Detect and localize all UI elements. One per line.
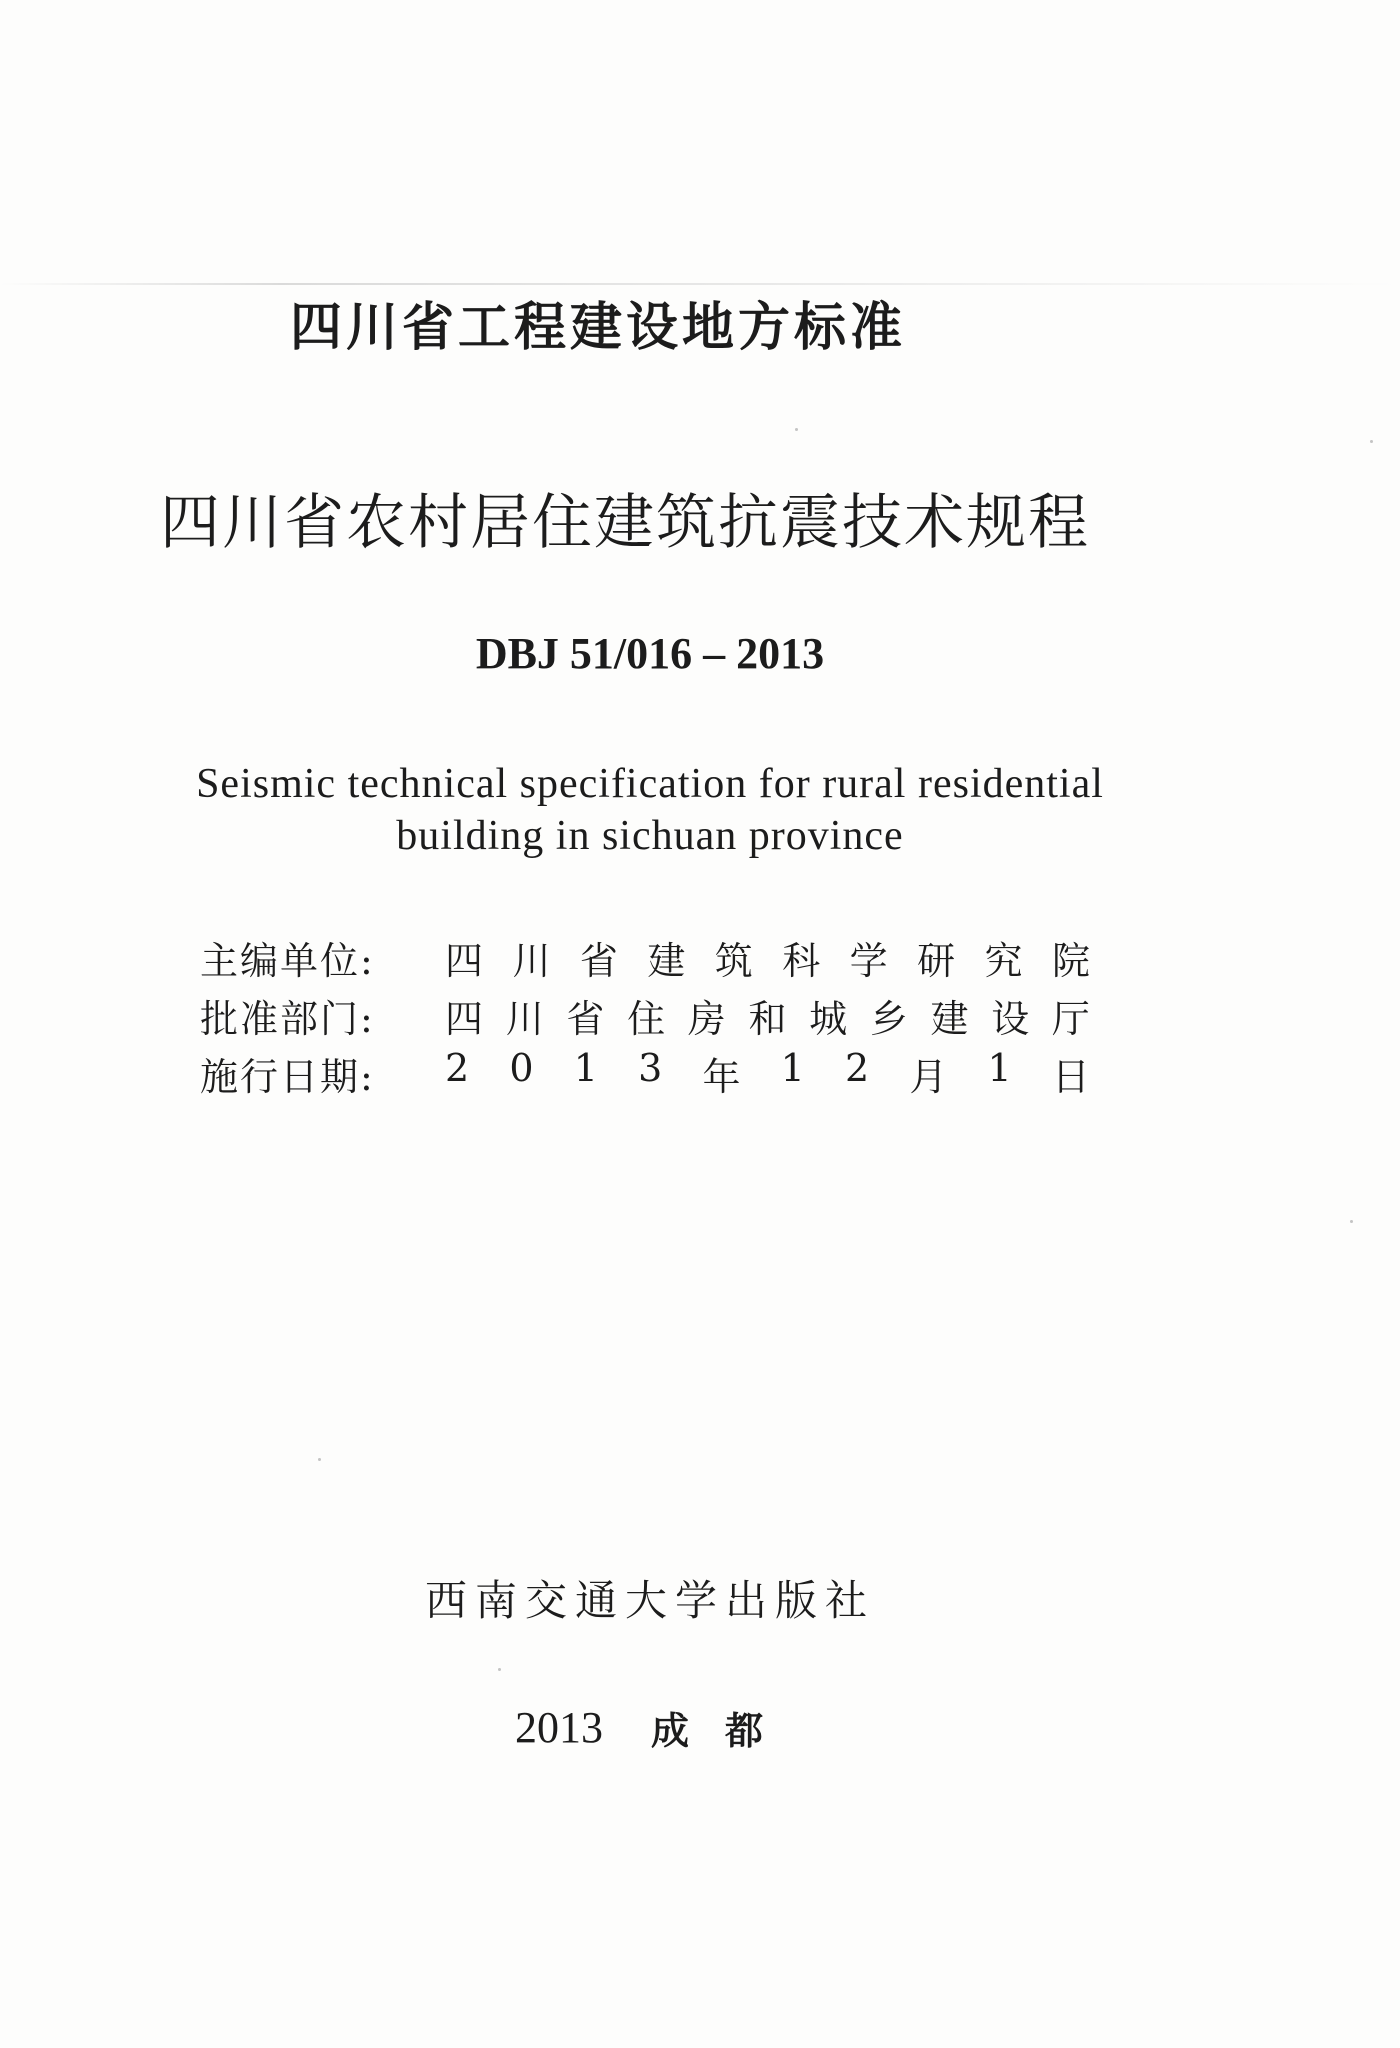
date-char: 1 xyxy=(573,1045,598,1090)
date-char: 2 xyxy=(445,1045,470,1090)
imprint-city: 成都 xyxy=(651,1709,800,1753)
scan-speck xyxy=(1370,440,1373,443)
approver-char: 厅 xyxy=(1051,996,1090,1041)
series-title: 四川省工程建设地方标准 xyxy=(290,298,907,358)
approver-char: 住 xyxy=(627,996,666,1041)
date-char: 1 xyxy=(780,1045,805,1090)
approver-label: 批准部门: xyxy=(200,996,375,1041)
info-row-effective-date xyxy=(200,1044,1100,1102)
scan-speck xyxy=(1350,1220,1353,1223)
approver-char: 乡 xyxy=(869,996,908,1041)
effective-date-label: 施行日期: xyxy=(200,1054,375,1099)
date-char: 月 xyxy=(909,1054,948,1099)
title-en-line-2: building in sichuan province xyxy=(396,813,904,859)
date-char: 年 xyxy=(702,1054,741,1099)
scan-speck xyxy=(498,1668,501,1671)
date-char: 0 xyxy=(509,1045,534,1090)
date-char: 3 xyxy=(638,1045,663,1090)
info-block xyxy=(200,928,1100,1102)
editor-char: 省 xyxy=(579,938,618,983)
editor-char: 院 xyxy=(1051,938,1090,983)
editor-char: 川 xyxy=(512,938,551,983)
editor-label: 主编单位: xyxy=(200,938,375,983)
editor-char: 学 xyxy=(849,938,888,983)
document-title-chinese: 四川省农村居住建筑抗震技术规程 xyxy=(160,488,1090,558)
editor-char: 筑 xyxy=(714,938,753,983)
info-row-editor xyxy=(200,928,1100,986)
editor-char: 四 xyxy=(445,938,484,983)
editor-char: 究 xyxy=(984,938,1023,983)
imprint xyxy=(515,1700,799,1755)
scan-speck xyxy=(795,428,798,431)
date-char: 1 xyxy=(987,1045,1012,1090)
editor-char: 科 xyxy=(782,938,821,983)
approver-char: 设 xyxy=(991,996,1030,1041)
approver-char: 省 xyxy=(566,996,605,1041)
scan-speck xyxy=(318,1458,321,1461)
editor-value xyxy=(445,930,1090,985)
imprint-year: 2013 xyxy=(515,1703,603,1752)
editor-char: 研 xyxy=(917,938,956,983)
approver-char: 川 xyxy=(505,996,544,1041)
date-char: 日 xyxy=(1051,1054,1090,1099)
editor-char: 建 xyxy=(647,938,686,983)
date-char: 2 xyxy=(844,1045,870,1090)
approver-char: 和 xyxy=(748,996,787,1041)
approver-char: 四 xyxy=(445,996,484,1041)
approver-char: 房 xyxy=(687,996,726,1041)
approver-value xyxy=(445,988,1090,1043)
approver-char: 建 xyxy=(930,996,969,1041)
document-title-english xyxy=(0,758,1300,862)
info-row-approver xyxy=(200,986,1100,1044)
publisher-name: 西南交通大学出版社 xyxy=(424,1576,875,1625)
title-en-line-1: Seismic technical specification for rural residential xyxy=(196,761,1104,807)
standard-code: DBJ 51/016 – 2013 xyxy=(475,629,825,678)
approver-char: 城 xyxy=(809,996,848,1041)
effective-date-value xyxy=(445,1046,1090,1101)
